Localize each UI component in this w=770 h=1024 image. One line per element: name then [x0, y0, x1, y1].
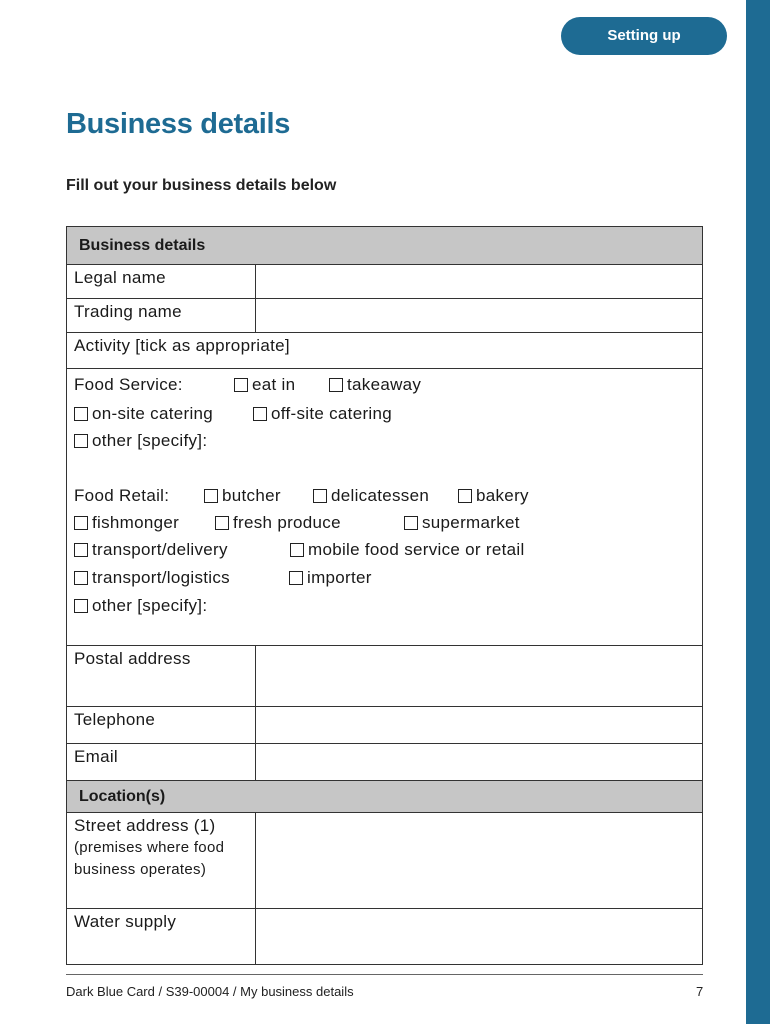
food-service-label: Food Service: — [74, 375, 183, 394]
legal-name-field[interactable] — [256, 265, 702, 298]
legal-name-label: Legal name — [67, 265, 256, 298]
postal-address-label: Postal address — [67, 646, 256, 706]
water-supply-field[interactable] — [256, 909, 702, 964]
option-service-other[interactable]: other [specify]: — [74, 431, 207, 451]
side-accent-bar — [746, 0, 770, 1024]
option-importer[interactable]: importer — [289, 568, 372, 588]
street-address-field[interactable] — [256, 813, 702, 908]
postal-address-row — [67, 646, 702, 707]
checkbox[interactable] — [74, 516, 88, 530]
section-header-business — [67, 227, 702, 265]
activity-row — [67, 333, 702, 369]
checkbox[interactable] — [204, 489, 218, 503]
option-takeaway[interactable]: takeaway — [329, 375, 421, 395]
checkbox[interactable] — [74, 543, 88, 557]
option-supermarket[interactable]: supermarket — [404, 513, 520, 533]
checkbox[interactable] — [290, 543, 304, 557]
checkbox[interactable] — [458, 489, 472, 503]
water-supply-row — [67, 909, 702, 964]
checkbox[interactable] — [404, 516, 418, 530]
trading-name-row — [67, 299, 702, 333]
checkbox[interactable] — [74, 571, 88, 585]
option-fishmonger[interactable]: fishmonger — [74, 513, 179, 533]
telephone-label: Telephone — [67, 707, 256, 743]
setting-up-badge: Setting up — [561, 17, 727, 55]
checkbox[interactable] — [74, 407, 88, 421]
telephone-row — [67, 707, 702, 744]
email-field[interactable] — [256, 744, 702, 780]
checkbox[interactable] — [329, 378, 343, 392]
option-mobile-food-service[interactable]: mobile food service or retail — [290, 540, 525, 560]
option-off-site-catering[interactable]: off-site catering — [253, 404, 392, 424]
option-transport-logistics[interactable]: transport/logistics — [74, 568, 230, 588]
checkbox[interactable] — [234, 378, 248, 392]
activity-options — [67, 369, 702, 646]
page-title: Business details — [66, 108, 291, 140]
activity-label: Activity [tick as appropriate] — [74, 336, 290, 355]
telephone-field[interactable] — [256, 707, 702, 743]
checkbox[interactable] — [253, 407, 267, 421]
legal-name-row — [67, 265, 702, 299]
section-title-locations: Location(s) — [79, 787, 166, 805]
option-retail-other[interactable]: other [specify]: — [74, 596, 207, 616]
food-retail-label: Food Retail: — [74, 486, 170, 505]
option-butcher[interactable]: butcher — [204, 486, 281, 506]
trading-name-label: Trading name — [67, 299, 256, 332]
option-transport-delivery[interactable]: transport/delivery — [74, 540, 228, 560]
section-header-locations — [67, 781, 702, 813]
water-supply-label: Water supply — [67, 909, 256, 964]
email-label: Email — [67, 744, 256, 780]
option-on-site-catering[interactable]: on-site catering — [74, 404, 213, 424]
business-details-form — [66, 226, 703, 965]
checkbox[interactable] — [74, 599, 88, 613]
footer-divider — [66, 974, 703, 975]
postal-address-field[interactable] — [256, 646, 702, 706]
section-title-business: Business details — [79, 236, 206, 254]
option-eat-in[interactable]: eat in — [234, 375, 295, 395]
email-row — [67, 744, 702, 781]
checkbox[interactable] — [289, 571, 303, 585]
trading-name-field[interactable] — [256, 299, 702, 332]
option-fresh-produce[interactable]: fresh produce — [215, 513, 341, 533]
checkbox[interactable] — [215, 516, 229, 530]
street-address-note: (premises where food business operates) — [74, 839, 225, 878]
street-address-label-cell — [67, 813, 256, 908]
page-number: 7 — [696, 984, 704, 999]
option-bakery[interactable]: bakery — [458, 486, 529, 506]
page-subtitle: Fill out your business details below — [66, 177, 337, 194]
street-address-row — [67, 813, 702, 909]
option-delicatessen[interactable]: delicatessen — [313, 486, 429, 506]
checkbox[interactable] — [313, 489, 327, 503]
footer-text: Dark Blue Card / S39-00004 / My business details — [66, 984, 354, 999]
street-address-label: Street address (1) — [74, 816, 216, 835]
checkbox[interactable] — [74, 434, 88, 448]
